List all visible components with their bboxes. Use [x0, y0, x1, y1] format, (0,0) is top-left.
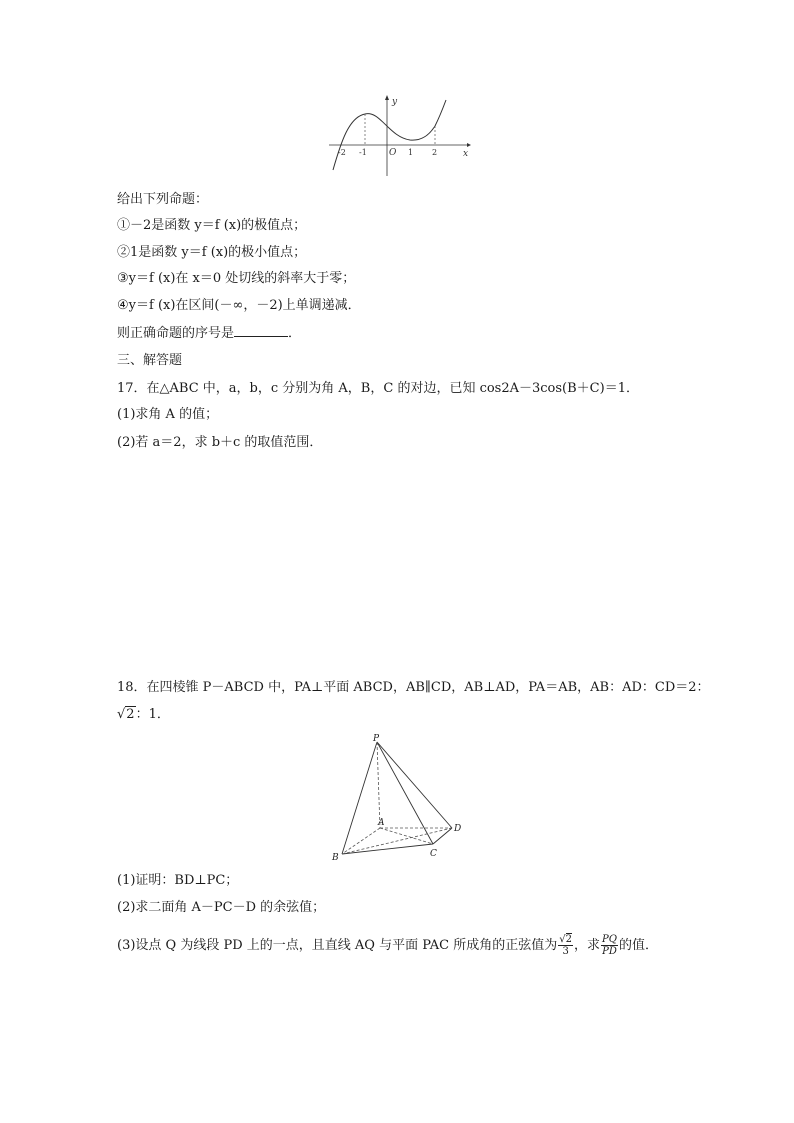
fraction-numerator-radicand: 2: [565, 934, 572, 945]
fraction-PQ: PQ: [602, 934, 617, 945]
fraction-numerator: √2: [559, 934, 572, 945]
q18-part3: [117, 934, 658, 958]
edge-PC: [377, 742, 433, 844]
tick-label-1: 1: [408, 148, 414, 157]
q17-part2: (2)若 a＝2，求 b＋c 的取值范围．: [117, 435, 323, 450]
proposition-3: ③y＝f (x)在 x＝0 处切线的斜率大于零；: [117, 271, 356, 286]
answer-line: [117, 324, 301, 343]
edge-PB: [342, 742, 377, 854]
answer-prompt: 则正确命题的序号是: [117, 326, 235, 341]
x-axis-label: x: [463, 149, 469, 159]
sqrt-radicand: 2: [126, 707, 135, 722]
q18-part3-text-a: (3)设点 Q 为线段 PD 上的一点，且直线 AQ 与平面 PAC 所成角的正弦值为: [117, 938, 558, 953]
q18-stem-line1: 18．在四棱锥 P－ABCD 中，PA⊥平面 ABCD，AB∥CD，AB⊥AD，PA＝AB，AB：AD：CD＝2：: [117, 680, 710, 695]
function-graph: [325, 92, 475, 180]
function-curve: [333, 100, 446, 170]
q18-part1: (1)证明：BD⊥PC；: [117, 873, 239, 888]
vertex-label-B: B: [332, 853, 339, 863]
answer-blank[interactable]: [234, 324, 288, 337]
answer-end: ．: [288, 326, 302, 341]
tick-label-minus2: -2: [338, 148, 346, 157]
vertex-label-D: D: [454, 824, 462, 834]
origin-label: O: [389, 148, 397, 158]
edge-CD: [433, 828, 452, 844]
fraction-PD: PD: [602, 946, 617, 957]
q18-part3-text-b: ，求: [574, 938, 601, 953]
fraction-sqrt2-over-3: [558, 934, 573, 957]
vertex-label-A: A: [378, 818, 385, 828]
proposition-2: ②1是函数 y＝f (x)的极小值点；: [117, 245, 307, 260]
q17-part1: (1)求角 A 的值；: [117, 407, 219, 422]
fraction-PQ-over-PD: [601, 934, 618, 957]
q18-stem-line2: [117, 706, 170, 724]
tick-label-2: 2: [432, 148, 438, 157]
q17-stem: 17．在△ABC 中，a，b，c 分别为角 A，B，C 的对边，已知 cos2A－3cos(B＋C)＝1．: [117, 381, 639, 396]
q18-part2: (2)求二面角 A－PC－D 的余弦值；: [117, 900, 326, 915]
propositions-intro: 给出下列命题：: [117, 192, 209, 207]
vertex-label-C: C: [430, 849, 437, 859]
edge-BC: [342, 844, 433, 854]
edge-PD: [377, 742, 452, 828]
tick-label-minus1: -1: [359, 148, 367, 157]
y-axis-label: y: [392, 97, 398, 107]
ratio-rest: ：1．: [135, 707, 170, 722]
proposition-1: ①－2是函数 y＝f (x)的极值点；: [117, 218, 307, 233]
edge-PA: [377, 742, 380, 828]
proposition-4: ④y＝f (x)在区间(－∞，－2)上单调递减．: [117, 298, 361, 313]
sqrt-expression: √2: [117, 707, 135, 722]
vertex-label-P: P: [373, 734, 380, 744]
section-title: 三、解答题: [117, 353, 183, 368]
fraction-denominator: 3: [562, 946, 569, 957]
y-axis-arrow: [385, 95, 389, 100]
q18-part3-text-c: 的值．: [618, 938, 658, 953]
x-axis-arrow: [467, 143, 471, 147]
pyramid-figure: [330, 732, 470, 864]
